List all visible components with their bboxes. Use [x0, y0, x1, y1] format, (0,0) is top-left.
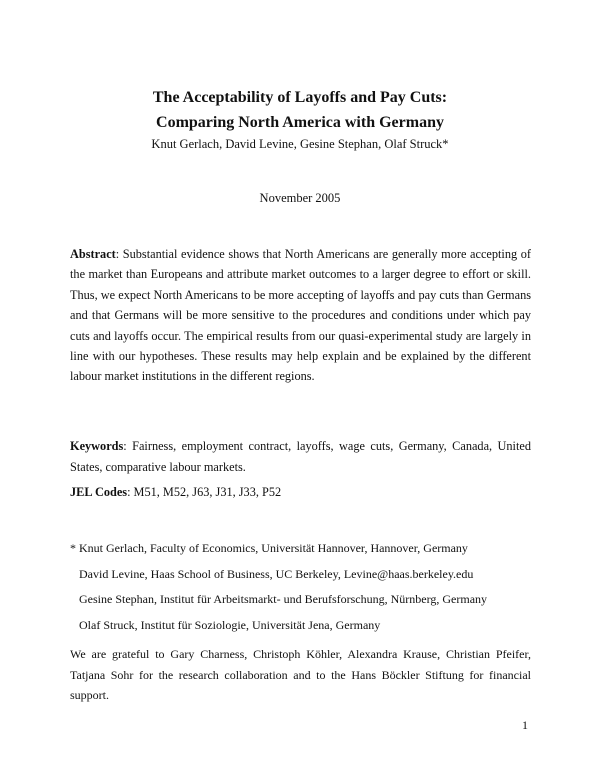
- title-line-2: Comparing North America with Germany: [156, 114, 444, 131]
- keywords-text: : Fairness, employment contract, layoffs, wage cuts, Germany, Canada, United States, comparative labour markets.: [70, 439, 531, 474]
- jel-codes: [70, 485, 281, 500]
- abstract-label: Abstract: [70, 247, 116, 261]
- jel-text: : M51, M52, J63, J31, J33, P52: [127, 485, 282, 499]
- publication-date: November 2005: [259, 191, 341, 205]
- footnote-affiliation: Olaf Struck, Institut für Soziologie, Universität Jena, Germany: [79, 618, 381, 632]
- abstract: [70, 244, 531, 387]
- page-number: 1: [522, 718, 528, 732]
- footnote-affiliation: * Knut Gerlach, Faculty of Economics, Universität Hannover, Hannover, Germany: [70, 541, 468, 555]
- author-list: Knut Gerlach, David Levine, Gesine Stephan, Olaf Struck*: [151, 137, 449, 151]
- abstract-text: : Substantial evidence shows that North Americans are generally more accepting of the market than Europeans and attribute market outcomes to a larger degree to effort or skill. Thus, we expect North Americans to be more accepting of layoffs and pay cuts than Germans and that Germans will be more sensitive to the procedures and conditions under which pay cuts and layoffs occur. The empirical results from our quasi-experimental study are largely in line with our hypotheses. These results may help explain and be explained by the different labour market institutions in the different regions.: [70, 247, 531, 384]
- title-line-1: The Acceptability of Layoffs and Pay Cuts:: [152, 89, 448, 106]
- acknowledgement: We are grateful to Gary Charness, Christoph Köhler, Alexandra Krause, Christian Pfeifer, Tatjana Sohr for the research collaboration and to the Hans Böckler Stiftung for financial support.: [70, 647, 531, 702]
- keywords: [70, 436, 531, 477]
- footnote-affiliation: David Levine, Haas School of Business, UC Berkeley, Levine@haas.berkeley.edu: [79, 567, 474, 581]
- keywords-label: Keywords: [70, 439, 124, 453]
- footnote-affiliation: Gesine Stephan, Institut für Arbeitsmarkt- und Berufsforschung, Nürnberg, Germany: [79, 592, 488, 606]
- jel-label: JEL Codes: [70, 485, 128, 499]
